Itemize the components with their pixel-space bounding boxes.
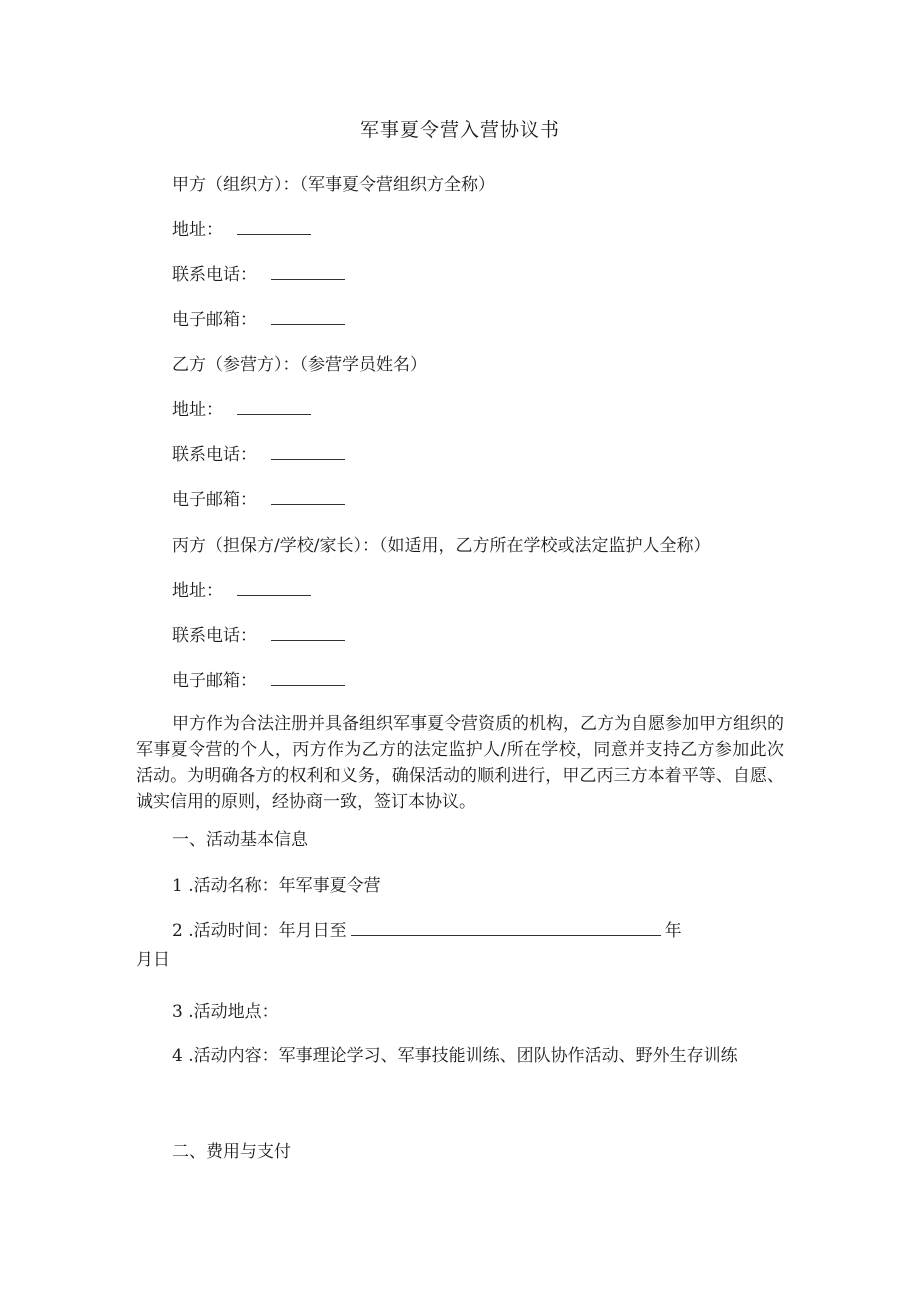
party-c-heading: 丙方（担保方/学校/家长）：（如适用，乙方所在学校或法定监护人全称）	[172, 536, 711, 556]
section1-heading: 一、活动基本信息	[172, 830, 308, 850]
party-a-email-blank	[271, 310, 345, 325]
party-c-email-row	[172, 669, 345, 693]
party-a-phone-row	[172, 263, 345, 287]
party-b-address-blank	[237, 400, 311, 415]
party-a-phone-label: 联系电话：	[172, 265, 257, 285]
party-c-email-label: 电子邮箱：	[172, 671, 257, 691]
party-b-phone-blank	[271, 445, 345, 460]
party-b-email-label: 电子邮箱：	[172, 490, 257, 510]
party-b-email-row	[172, 488, 345, 512]
party-a-address-blank	[237, 220, 311, 235]
party-a-email-label: 电子邮箱：	[172, 310, 257, 330]
activity-name: 1 .活动名称：年军事夏令营	[172, 876, 381, 896]
intro-paragraph: 甲方作为合法注册并具备组织军事夏令营资质的机构，乙方为自愿参加甲方组织的军事夏令营的个人，丙方作为乙方的法定监护人/所在学校，同意并支持乙方参加此次活动。为明确各方的权利和义务，确保活动的顺利进行，甲乙丙三方本着平等、自愿、诚实信用的原则，经协商一致，签订本协议。	[136, 714, 784, 812]
party-c-address-row	[172, 579, 311, 603]
party-b-heading: 乙方（参营方）：（参营学员姓名）	[172, 355, 427, 375]
party-b-phone-row	[172, 443, 345, 467]
activity-location: 3 .活动地点：	[172, 1002, 279, 1022]
document-title: 军事夏令营入营协议书	[359, 119, 560, 141]
party-c-phone-blank	[271, 626, 345, 641]
party-c-phone-row	[172, 624, 345, 648]
party-b-email-blank	[271, 490, 345, 505]
party-a-address-row	[172, 218, 311, 242]
party-a-email-row	[172, 308, 345, 332]
activity-time-blank	[351, 921, 661, 936]
party-b-phone-label: 联系电话：	[172, 445, 257, 465]
party-c-email-blank	[271, 671, 345, 686]
activity-time-prefix: 2 .活动时间：年月日至	[172, 921, 347, 941]
activity-time	[136, 918, 784, 944]
activity-time-suffix: 年	[664, 921, 682, 941]
party-a-heading: 甲方（组织方）：（军事夏令营组织方全称）	[172, 175, 495, 195]
party-c-address-label: 地址：	[172, 581, 223, 601]
party-a-phone-blank	[271, 265, 345, 280]
section2-heading: 二、费用与支付	[172, 1142, 291, 1162]
party-a-address-label: 地址：	[172, 220, 223, 240]
activity-content: 4 .活动内容：军事理论学习、军事技能训练、团队协作活动、野外生存训练	[172, 1046, 738, 1066]
party-c-phone-label: 联系电话：	[172, 626, 257, 646]
party-c-address-blank	[237, 581, 311, 596]
party-b-address-row	[172, 398, 311, 422]
party-b-address-label: 地址：	[172, 400, 223, 420]
activity-time-continued: 月日	[136, 950, 170, 970]
